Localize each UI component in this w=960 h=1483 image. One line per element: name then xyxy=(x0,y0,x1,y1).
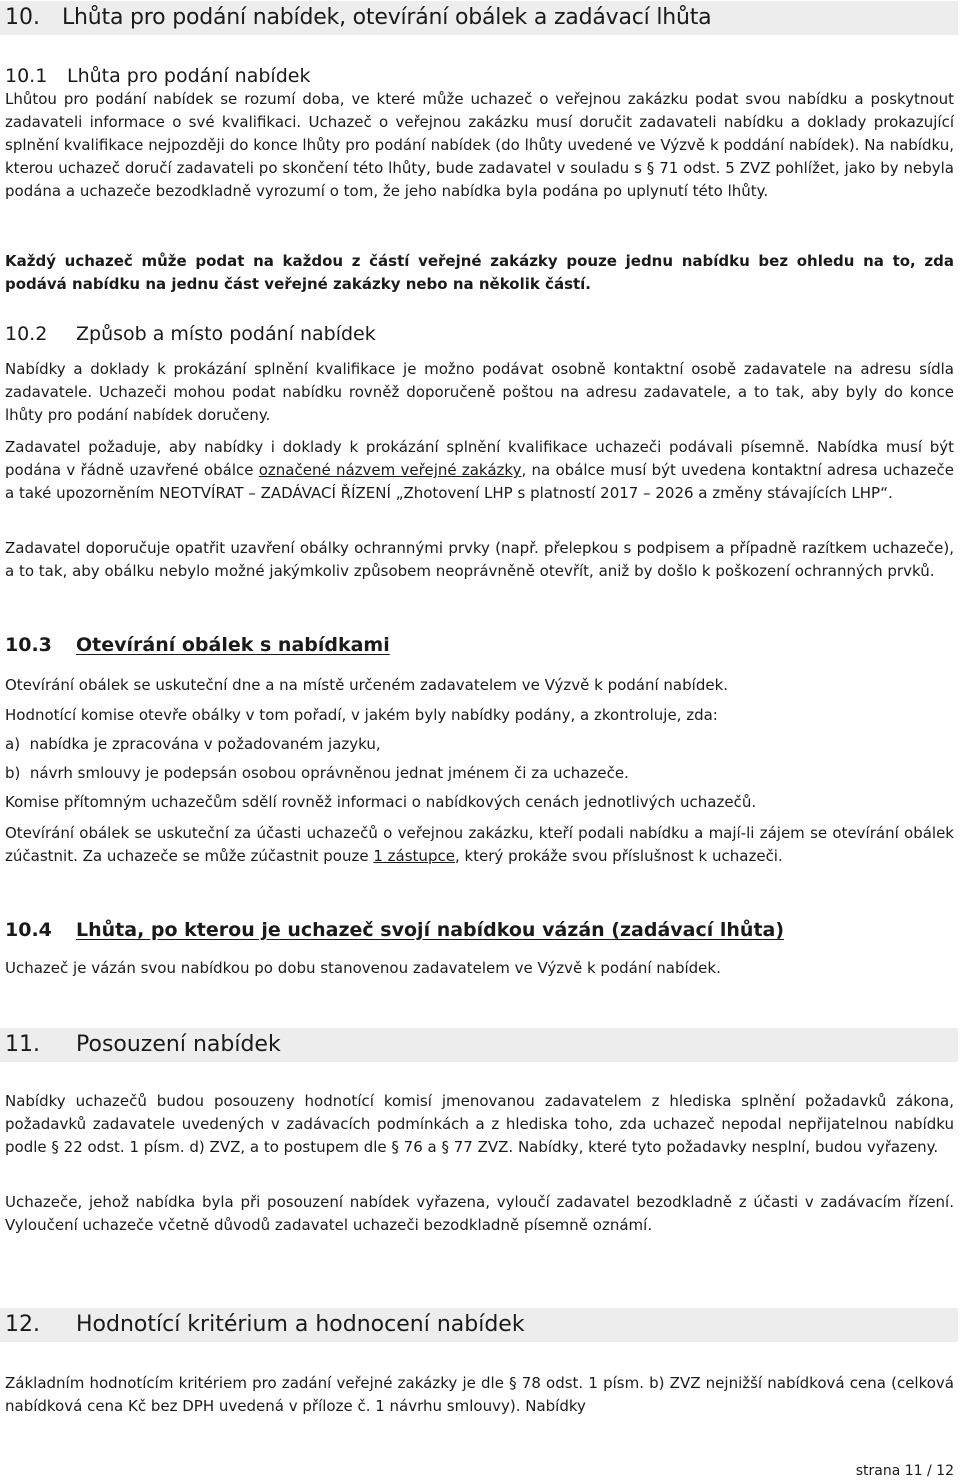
section-title: Posouzení nabídek xyxy=(76,1032,281,1057)
section-title: Lhůta, po kterou je uchazeč svojí nabídkou vázán (zadávací lhůta) xyxy=(76,919,785,941)
underlined-text: 1 zástupce xyxy=(373,847,455,865)
page-number: strana 11 / 12 xyxy=(855,1463,954,1479)
section-10-heading xyxy=(0,1,958,35)
paragraph: Uchazeče, jehož nabídka byla při posouzení nabídek vyřazena, vyloučí zadavatel bezodkladně z účasti v zadávacím řízení. Vyloučení uchazeče včetně důvodů zadavatel uchazeči bezodkladně písemně oznámí. xyxy=(5,1193,954,1234)
section-number: 10.2 xyxy=(5,323,48,345)
section-number: 11. xyxy=(5,1032,40,1057)
paragraph: Základním hodnotícím kritériem pro zadání veřejné zakázky je dle § 78 odst. 1 písm. b) ZVZ nejnižší nabídková cena (celková nabídková cena Kč bez DPH uvedená v příloze č. 1 návrhu smlouvy). Nabídky xyxy=(5,1374,954,1415)
paragraph: Lhůtou pro podání nabídek se rozumí doba, ve které může uchazeč o veřejnou zakázku podat svou nabídku a poskytnout zadavateli informace o své kvalifikaci. Uchazeč o veřejnou zakázku musí doručit zadavateli nabídku a doklady prokazující splnění kvalifikace nejpozději do konce lhůty pro podání nabídek (do lhůty uvedené ve Výzvě k poddání nabídek). Na nabídku, kterou uchazeč doručí zadavateli po skončení této lhůty, bude zadavatel v souladu s § 71 odst. 5 ZVZ pohlížet, jako by nebyla podána a uchazeče bezodkladně vyrozumí o tom, že jeho nabídka byla podána po uplynutí této lhůty. xyxy=(5,90,954,200)
section-number: 10. xyxy=(5,5,40,30)
section-11-heading xyxy=(0,1028,958,1062)
paragraph xyxy=(5,436,954,505)
paragraph-bold: Každý uchazeč může podat na každou z částí veřejné zakázky pouze jednu nabídku bez ohledu na to, zda podává nabídku na jednu část veřejné zakázky nebo na několik částí. xyxy=(5,252,954,293)
section-number: 10.3 xyxy=(5,634,52,656)
section-title: Lhůta pro podání nabídek, otevírání obálek a zadávací lhůta xyxy=(62,5,712,30)
list-item: a) nabídka je zpracována v požadovaném jazyku, xyxy=(5,735,381,753)
paragraph xyxy=(5,822,954,868)
underlined-text: označené názvem veřejné zakázky xyxy=(258,461,522,479)
paragraph: Uchazeč je vázán svou nabídkou po dobu stanovenou zadavatelem ve Výzvě k podání nabídek. xyxy=(5,959,721,977)
section-title: Otevírání obálek s nabídkami xyxy=(76,634,390,656)
section-number: 10.1 xyxy=(5,65,48,87)
section-title: Lhůta pro podání nabídek xyxy=(67,65,311,87)
section-title: Způsob a místo podání nabídek xyxy=(76,323,376,345)
paragraph: Komise přítomným uchazečům sdělí rovněž informaci o nabídkových cenách jednotlivých uchazečů. xyxy=(5,793,757,811)
text-run: , na obálce musí být uvedena kontaktní adresa uchazeče a také upozorněním NEOTVÍRAT – ZADÁVACÍ ŘÍZENÍ „Zhotovení LHP s platností 2017 – 2026 a změny stávajících LHP“. xyxy=(5,461,954,502)
section-10-4-heading xyxy=(5,918,785,942)
list-item: b) návrh smlouvy je podepsán osobou oprávněnou jednat jménem či za uchazeče. xyxy=(5,764,629,782)
paragraph: Zadavatel doporučuje opatřit uzavření obálky ochrannými prvky (např. přelepkou s podpisem a případně razítkem uchazeče), a to tak, aby obálku nebylo možné jakýmkoliv způsobem neoprávněně otevřít, aniž by došlo k poškození ochranných prvků. xyxy=(5,539,954,580)
paragraph: Hodnotící komise otevře obálky v tom pořadí, v jakém byly nabídky podány, a zkontroluje, zda: xyxy=(5,706,718,724)
section-title: Hodnotící kritérium a hodnocení nabídek xyxy=(76,1312,525,1337)
section-10-1-heading xyxy=(5,64,311,88)
section-10-2-heading xyxy=(5,322,376,346)
section-10-3-heading xyxy=(5,633,390,657)
section-number: 10.4 xyxy=(5,919,52,941)
section-12-heading xyxy=(0,1308,958,1342)
paragraph: Otevírání obálek se uskuteční dne a na místě určeném zadavatelem ve Výzvě k podání nabídek. xyxy=(5,676,729,694)
paragraph: Nabídky a doklady k prokázání splnění kvalifikace je možno podávat osobně kontaktní osobě zadavatele na adresu sídla zadavatele. Uchazeči mohou podat nabídku rovněž doporučeně poštou na adresu zadavatele, a to tak, aby byly do konce lhůty pro podání nabídek doručeny. xyxy=(5,360,954,424)
text-run: Otevírání obálek se uskuteční za účasti uchazečů o veřejnou zakázku, kteří podali nabídku a mají-li zájem se otevírání obálek zúčastnit. Za uchazeče se může zúčastnit pouze xyxy=(5,824,954,865)
section-number: 12. xyxy=(5,1312,40,1337)
text-run: Zadavatel požaduje, aby nabídky i doklady k prokázání splnění kvalifikace uchazeči podávali písemně. Nabídka musí být podána v řádně uzavřené obálce xyxy=(5,438,954,479)
paragraph: Nabídky uchazečů budou posouzeny hodnotící komisí jmenovanou zadavatelem z hlediska splnění požadavků zákona, požadavků zadavatele uvedených v zadávacích podmínkách a z hlediska toho, zda uchazeč nepodal nepřijatelnou nabídku podle § 22 odst. 1 písm. d) ZVZ, a to postupem dle § 76 a § 77 ZVZ. Nabídky, které tyto požadavky nesplní, budou vyřazeny. xyxy=(5,1092,954,1156)
text-run: , který prokáže svou příslušnost k uchazeči. xyxy=(454,847,783,865)
